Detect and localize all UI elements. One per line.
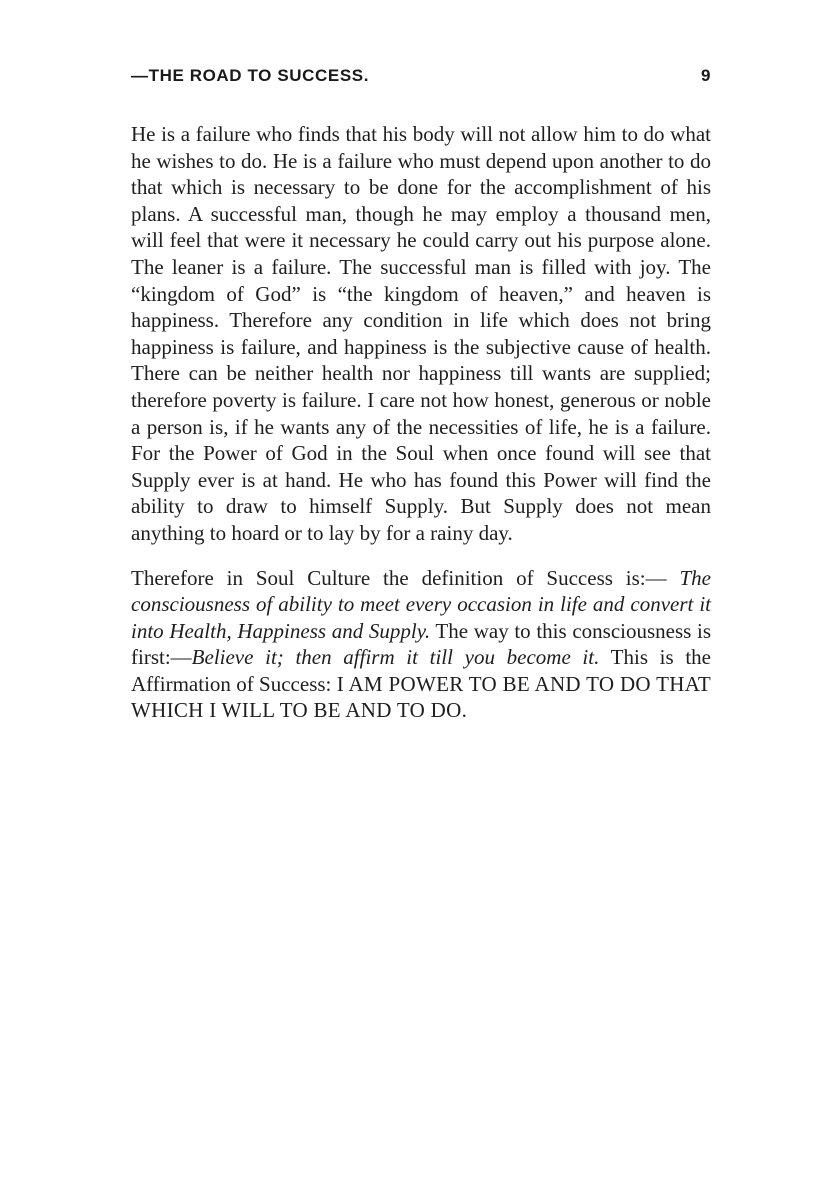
running-header bbox=[131, 66, 711, 92]
way-steps: Believe it; then affirm it till you become it. bbox=[191, 645, 600, 670]
affirmation-of-success: I AM POWER TO BE AND TO DO THAT WHICH I WILL TO BE AND TO DO. bbox=[131, 671, 711, 723]
affirmation-intro: This is the Affirmation of Success: bbox=[131, 645, 711, 696]
paragraph-failure: He is a failure who finds that his body will not allow him to do what he wishes to do. He is a failure who must depend upon another to do that which is necessary to be done for the accomplishment of his plans. A successful man, though he may employ a thousand men, will feel that were it necessary he could carry out his purpose alone. The leaner is a failure. The successful man is filled with joy. The “kingdom of God” is “the kingdom of heaven,” and heaven is happiness. Therefore any condition in life which does not bring happiness is failure, and happiness is the subjective cause of health. There can be neither health nor happiness till wants are supplied; therefore poverty is failure. I care not how honest, generous or noble a person is, if he wants any of the necessities of life, he is a failure. For the Power of God in the Soul when once found will see that Supply ever is at hand. He who has found this Power will find the ability to draw to himself Supply. But Supply does not mean anything to hoard or to lay by for a rainy day. bbox=[131, 122, 711, 545]
way-intro: The way to this consciousness is first:— bbox=[131, 618, 711, 670]
paragraph-success-definition bbox=[131, 565, 711, 725]
success-definition: The consciousness of ability to meet every occasion in life and convert it into Health, Happiness and Supply. bbox=[131, 565, 711, 643]
page-number: 9 bbox=[700, 66, 711, 85]
running-title: —THE ROAD TO SUCCESS. bbox=[131, 66, 370, 85]
body-text bbox=[131, 121, 711, 724]
definition-intro: Therefore in Soul Culture the definition of Success is:— bbox=[131, 565, 667, 590]
